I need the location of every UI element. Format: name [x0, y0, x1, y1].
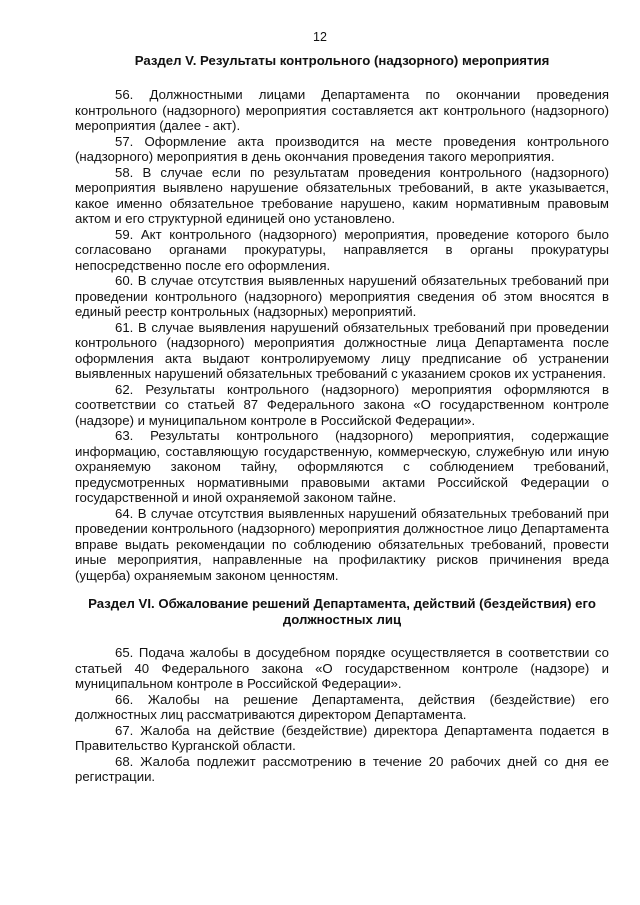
paragraph-67: 67. Жалоба на действие (бездействие) директора Департамента подается в Правительство Курганской области. [75, 722, 609, 753]
paragraph-66: 66. Жалобы на решение Департамента, действия (бездействие) его должностных лиц рассматриваются директором Департамента. [75, 691, 609, 722]
paragraph-62: 62. Результаты контрольного (надзорного) мероприятия оформляются в соответствии со статьей 87 Федерального закона «О государственном контроле (надзоре) и муниципальном контроле в Российской Федерации». [75, 381, 609, 428]
section-heading-6: Раздел VI. Обжалование решений Департамента, действий (бездействия) его должностных лиц [88, 596, 596, 627]
paragraph-60: 60. В случае отсутствия выявленных нарушений обязательных требований при проведении контрольного (надзорного) мероприятия сведения об этом вносятся в единый реестр контрольных (надзорных) мероприятий. [75, 273, 609, 319]
paragraph-61: 61. В случае выявления нарушений обязательных требований при проведении контрольного (надзорного) мероприятия должностные лица Департамента после оформления акта выдают контролируемому лицу предписание об устранении выявленных нарушений обязательных требований с указанием сроков их устранения. [75, 319, 609, 381]
document-body [75, 53, 609, 785]
paragraph-68: 68. Жалоба подлежит рассмотрению в течение 20 рабочих дней со дня ее регистрации. [75, 753, 609, 784]
section-heading-5: Раздел V. Результаты контрольного (надзорного) мероприятия [134, 53, 550, 68]
paragraph-65: 65. Подача жалобы в досудебном порядке осуществляется в соответствии со статьей 40 Федерального закона «О государственном контроле (надзоре) и муниципальном контроле в Российской Федерации». [75, 645, 609, 691]
paragraph-57: 57. Оформление акта производится на месте проведения контрольного (надзорного) мероприятия в день окончания проведения такого мероприятия. [75, 133, 609, 164]
page-number: 12 [313, 30, 327, 44]
paragraph-63: 63. Результаты контрольного (надзорного) мероприятия, содержащие информацию, составляющую государственную, коммерческую, служебную или иную охраняемую законом тайну, оформляются с соблюдением требований, предусмотренных нормативными правовыми актами Российской Федерации о государственной и иной охраняемой законом тайне. [75, 428, 609, 505]
paragraph-64: 64. В случае отсутствия выявленных нарушений обязательных требований при проведении контрольного (надзорного) мероприятия должностное лицо Департамента вправе выдать рекомендации по соблюдению обязательных требований, провести иные мероприятия, направленные на профилактику рисков причинения вреда (ущерба) охраняемым законом ценностям. [75, 505, 609, 583]
paragraph-56: 56. Должностными лицами Департамента по окончании проведения контрольного (надзорного) мероприятия составляется акт контрольного (надзорного) мероприятия (далее - акт). [75, 87, 609, 133]
paragraph-58: 58. В случае если по результатам проведения контрольного (надзорного) мероприятия выявлено нарушение обязательных требований, в акте указывается, какое именно обязательное требование нарушено, каким нормативным правовым актом и его структурной единицей оно установлено. [75, 164, 609, 226]
paragraph-59: 59. Акт контрольного (надзорного) мероприятия, проведение которого было согласовано органами прокуратуры, направляется в органы прокуратуры непосредственно после его оформления. [75, 226, 609, 273]
